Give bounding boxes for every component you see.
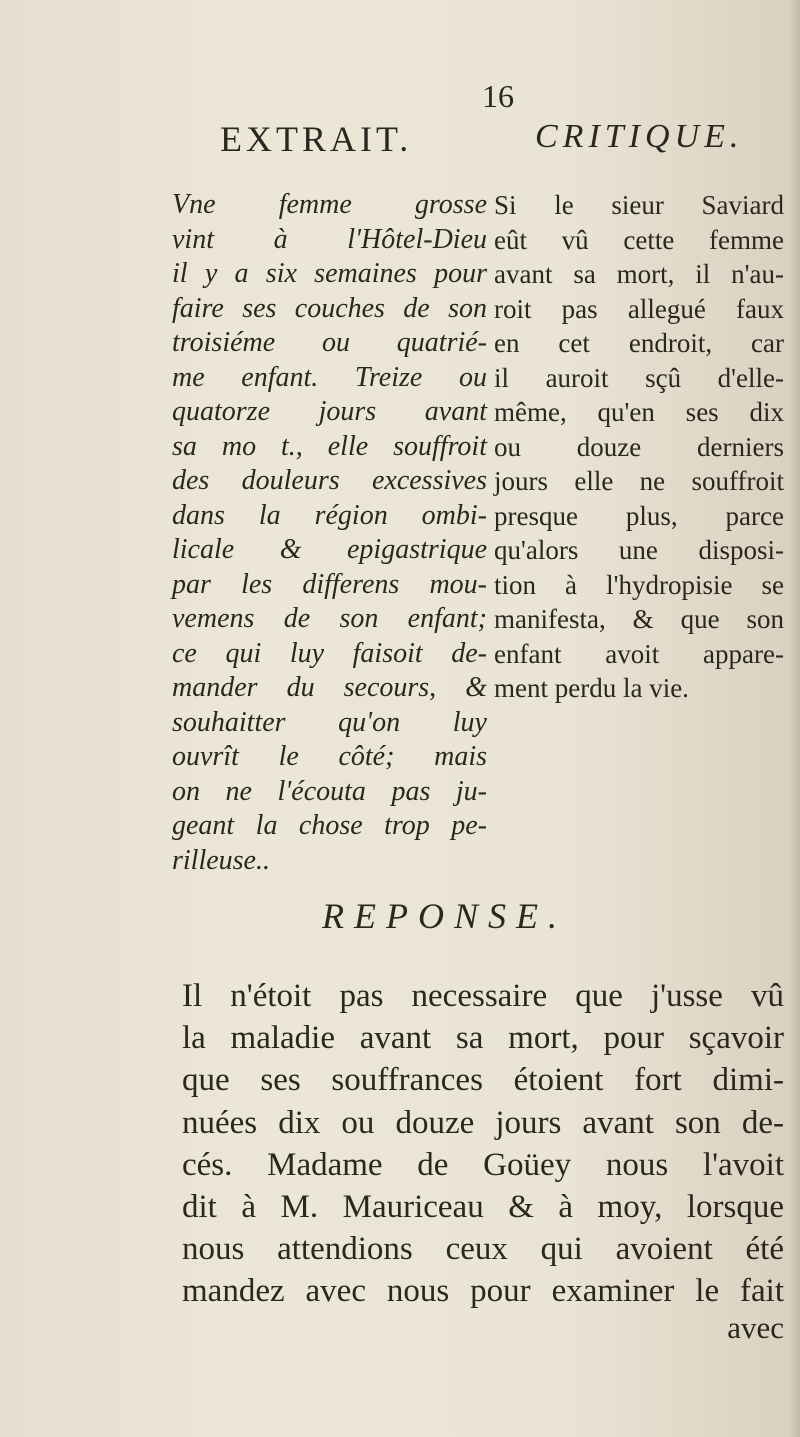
extrait-line: vemens de son enfant; — [172, 603, 487, 634]
reponse-line: nuées dix ou douze jours avant son de- — [182, 1104, 784, 1141]
extrait-column — [172, 188, 487, 878]
reponse-heading: REPONSE. — [322, 896, 567, 936]
critique-line: avant sa mort, il n'au- — [494, 259, 784, 289]
page-edge-shadow — [788, 0, 800, 1437]
critique-line: ment perdu la vie. — [494, 673, 689, 703]
header-critique: CRITIQUE. — [535, 118, 744, 155]
critique-line: presque plus, parce — [494, 500, 784, 531]
critique-line: même, qu'en ses dix — [494, 397, 784, 427]
extrait-line: Vne femme grosse — [172, 189, 487, 220]
extrait-line: vint à l'Hôtel-Dieu — [172, 223, 487, 255]
critique-line: manifesta, & que son — [494, 604, 784, 634]
extrait-line: quatorze jours avant — [172, 396, 487, 427]
critique-line: tion à l'hydropisie se — [494, 569, 784, 600]
critique-line: jours elle ne souffroit — [494, 466, 784, 496]
extrait-line: troisiéme ou quatrié- — [172, 327, 487, 358]
reponse-line: nous attendions ceux qui avoient été — [182, 1231, 784, 1268]
extrait-line: geant la chose trop pe- — [172, 810, 487, 841]
critique-line: il auroit sçû d'elle- — [494, 362, 784, 393]
extrait-line: sa mo t., elle souffroit — [172, 430, 487, 462]
extrait-line: souhaitter qu'on luy — [172, 706, 487, 738]
reponse-line: cés. Madame de Goüey nous l'avoit — [182, 1146, 784, 1183]
critique-line: Si le sieur Saviard — [494, 190, 784, 220]
critique-line: qu'alors une disposi- — [494, 535, 784, 565]
extrait-line: dans la région ombi- — [172, 499, 487, 531]
header-extrait: EXTRAIT. — [220, 119, 413, 159]
critique-column — [494, 188, 784, 706]
extrait-line: on ne l'écouta pas ju- — [172, 775, 487, 807]
page-number: 16 — [482, 78, 514, 114]
critique-line: en cet endroit, car — [494, 328, 784, 358]
reponse-line: mandez avec nous pour examiner le fait — [182, 1273, 784, 1310]
reponse-line: la maladie avant sa mort, pour sçavoir — [182, 1020, 784, 1057]
extrait-line: me enfant. Treize ou — [172, 361, 487, 393]
extrait-line: faire ses couches de son — [172, 292, 487, 324]
reponse-line: dit à M. Mauriceau & à moy, lorsque — [182, 1189, 784, 1226]
extrait-line: par les differens mou- — [172, 568, 487, 600]
extrait-line: ce qui luy faisoit de- — [172, 637, 487, 669]
critique-line: roit pas allegué faux — [494, 293, 784, 324]
extrait-line: il y a six semaines pour — [172, 258, 487, 289]
extrait-line: mander du secours, & — [172, 672, 487, 703]
extrait-line: rilleuse.. — [172, 844, 270, 876]
critique-line: enfant avoit appare- — [494, 638, 784, 669]
critique-line: ou douze derniers — [494, 431, 784, 462]
reponse-line: que ses souffrances étoient fort dimi- — [182, 1062, 784, 1099]
reponse-body — [182, 975, 784, 1313]
critique-line: eût vû cette femme — [494, 224, 784, 255]
reponse-line: Il n'étoit pas necessaire que j'usse vû — [182, 978, 784, 1014]
catchword: avec — [727, 1310, 784, 1345]
extrait-line: ouvrît le côté; mais — [172, 741, 487, 772]
extrait-line: licale & epigastrique — [172, 534, 487, 565]
extrait-line: des douleurs excessives — [172, 465, 487, 496]
